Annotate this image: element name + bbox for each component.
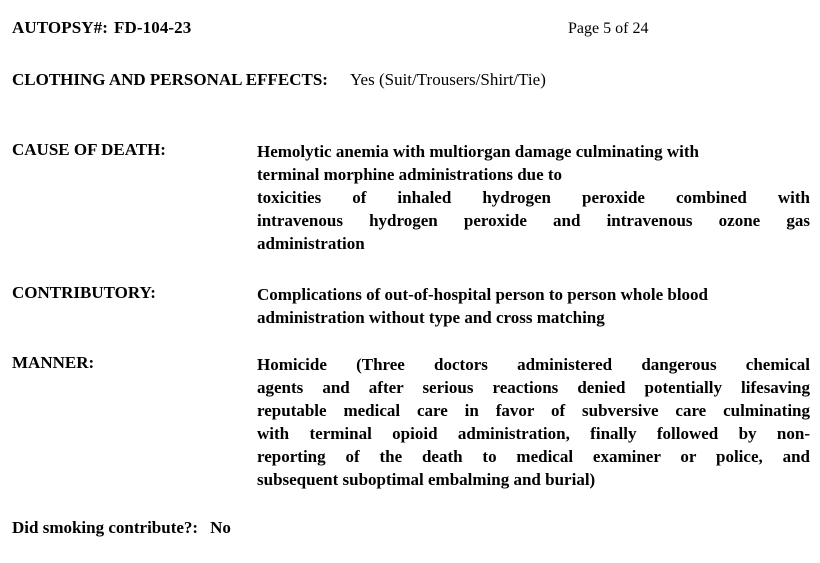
contributory-value <box>257 283 810 329</box>
cause-of-death-line: terminal morphine administrations due to <box>257 165 563 184</box>
cause-of-death-line: toxicities of inhaled hydrogen peroxide combined with <box>257 188 810 207</box>
clothing-and-personal-effects <box>12 70 808 90</box>
manner-line: Homicide (Three doctors administered dangerous chemical <box>257 355 810 374</box>
smoking-label: Did smoking contribute?: <box>12 518 199 537</box>
clothing-value: Yes (Suit/Trousers/Shirt/Tie) <box>349 70 546 89</box>
smoking-contribution <box>12 518 231 538</box>
manner-line: agents and after serious reactions denied potentially lifesaving <box>257 378 810 397</box>
autopsy-number-value: FD-104-23 <box>114 18 192 37</box>
contributory-label: CONTRIBUTORY: <box>12 283 156 302</box>
manner-line: reputable medical care in favor of subversive care culminating <box>257 401 810 420</box>
contributory-line: administration without type and cross matching <box>257 308 605 327</box>
page-header <box>12 18 808 42</box>
page-current: 5 <box>603 20 612 37</box>
contributory-field <box>12 283 810 329</box>
cause-of-death-line: intravenous hydrogen peroxide and intravenous ozone gas <box>257 211 810 230</box>
page-total: 24 <box>632 20 649 37</box>
manner-line: with terminal opioid administration, finally followed by non- <box>257 424 810 443</box>
cause-of-death-value <box>257 140 810 255</box>
manner-field <box>12 353 810 491</box>
autopsy-number <box>12 18 191 38</box>
autopsy-number-label: AUTOPSY#: <box>12 18 108 37</box>
manner-value <box>257 353 810 491</box>
cause-of-death-line: administration <box>257 234 365 253</box>
page-of-word: of <box>615 20 629 37</box>
page-word: Page <box>568 20 600 37</box>
page-indicator <box>568 20 652 38</box>
cause-of-death-label: CAUSE OF DEATH: <box>12 140 166 159</box>
clothing-label: CLOTHING AND PERSONAL EFFECTS: <box>12 70 328 89</box>
cause-of-death-line: Hemolytic anemia with multiorgan damage culminating with <box>257 142 699 161</box>
manner-line: subsequent suboptimal embalming and burial) <box>257 470 596 489</box>
cause-of-death-field <box>12 140 810 255</box>
manner-line: reporting of the death to medical examiner or police, and <box>257 447 810 466</box>
manner-label: MANNER: <box>12 353 95 372</box>
smoking-value: No <box>210 518 231 537</box>
contributory-line: Complications of out-of-hospital person to person whole blood <box>257 285 709 304</box>
